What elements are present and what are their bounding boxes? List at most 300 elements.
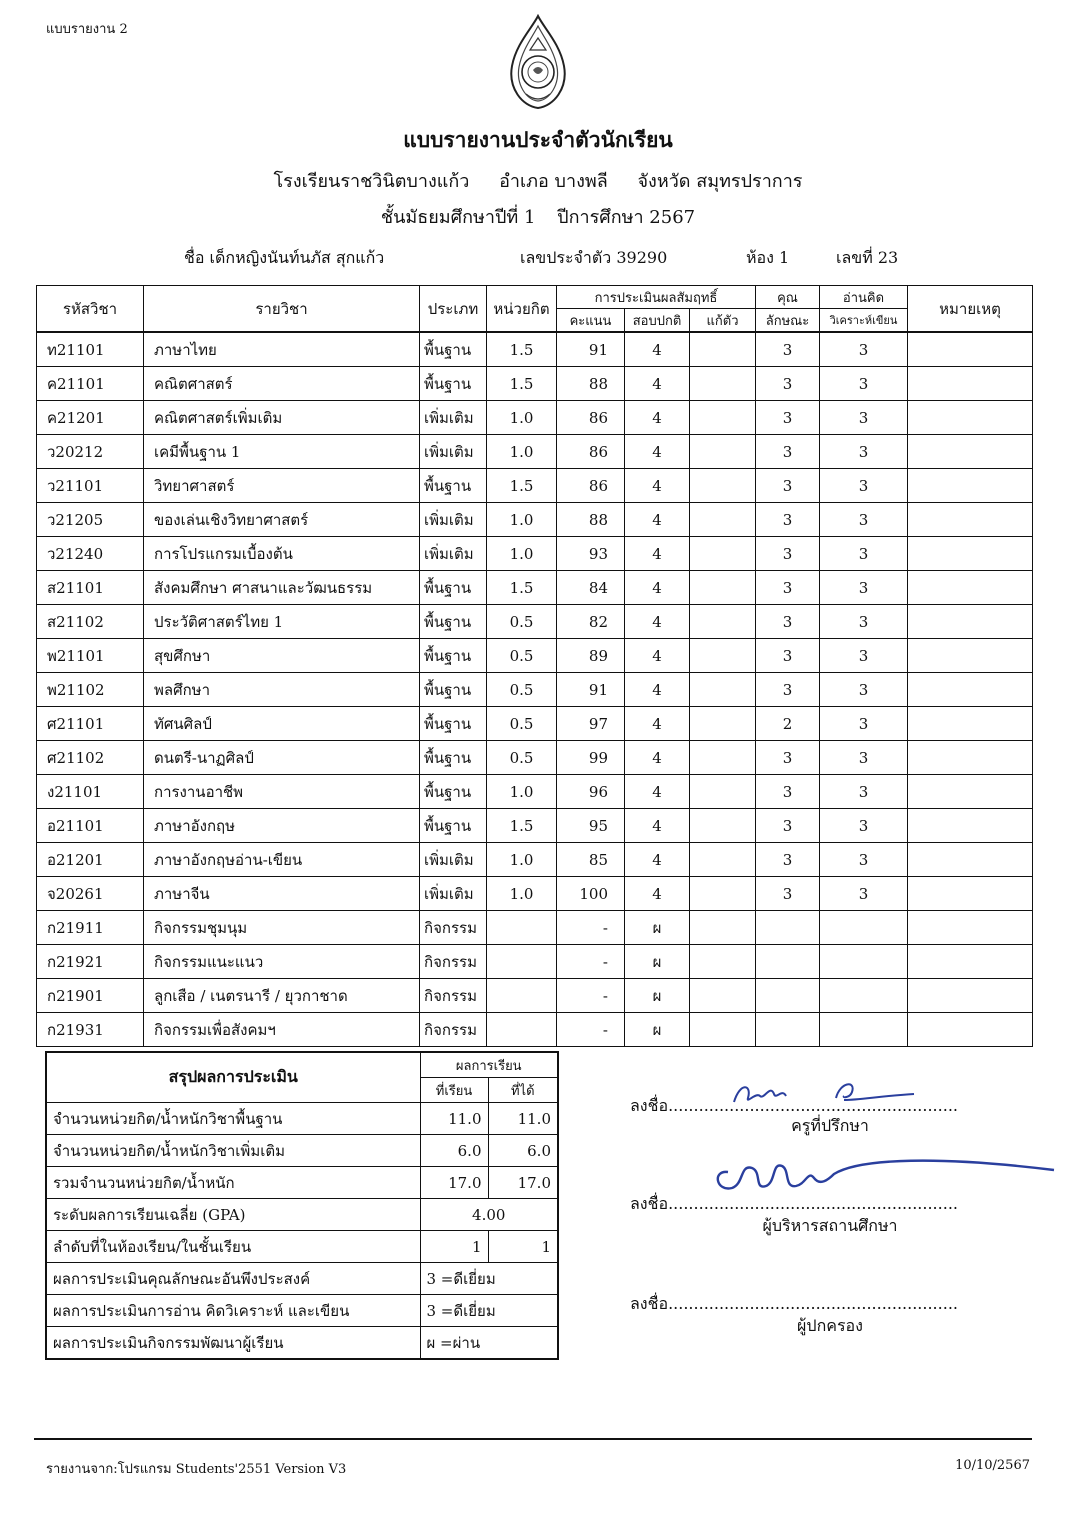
remark-value bbox=[908, 571, 1033, 605]
subject-code: ส21101 bbox=[37, 571, 144, 605]
table-row bbox=[37, 435, 1033, 469]
gpa-value: 4.00 bbox=[420, 1199, 558, 1231]
grade-value: 4 bbox=[625, 571, 690, 605]
signature-role-director: ผู้บริหารสถานศึกษา bbox=[762, 1216, 898, 1235]
subject-type: กิจกรรม bbox=[420, 911, 487, 945]
remark-value bbox=[908, 367, 1033, 401]
footer-source: รายงานจาก:โปรแกรม Students'2551 Version V3 bbox=[46, 1462, 347, 1477]
character-value: 3 bbox=[756, 571, 820, 605]
grades-table bbox=[36, 285, 1033, 1047]
subject-code: ว21205 bbox=[37, 503, 144, 537]
footer-date: 10/10/2567 bbox=[955, 1458, 1030, 1473]
subject-name: พลศึกษา bbox=[144, 673, 420, 707]
character-value: 3 bbox=[756, 741, 820, 775]
retake-value bbox=[690, 673, 756, 707]
table-row bbox=[37, 332, 1033, 367]
character-value: 3 bbox=[756, 843, 820, 877]
reading-value: 3 bbox=[820, 605, 908, 639]
rank-class: 1 bbox=[488, 1231, 558, 1263]
grade-level: ชั้นมัธยมศึกษาปีที่ 1 bbox=[380, 207, 536, 228]
remark-value bbox=[908, 911, 1033, 945]
credit-value: 1.0 bbox=[487, 401, 557, 435]
table-row bbox=[37, 571, 1033, 605]
remark-value bbox=[908, 332, 1033, 367]
subject-name: ของเล่นเชิงวิทยาศาสตร์ bbox=[144, 503, 420, 537]
reading-value: 3 bbox=[820, 367, 908, 401]
grade-value: 4 bbox=[625, 332, 690, 367]
student-number: เลขที่ 23 bbox=[836, 248, 899, 267]
summary-value: 6.0 bbox=[420, 1135, 488, 1167]
subject-type: พื้นฐาน bbox=[420, 571, 487, 605]
subject-code: ว20212 bbox=[37, 435, 144, 469]
grade-value: 4 bbox=[625, 469, 690, 503]
score-value: 86 bbox=[557, 435, 625, 469]
header-code: รหัสวิชา bbox=[37, 286, 144, 333]
retake-value bbox=[690, 401, 756, 435]
reading-value: 3 bbox=[820, 571, 908, 605]
score-value: - bbox=[557, 911, 625, 945]
subject-code: ศ21102 bbox=[37, 741, 144, 775]
grade-value: 4 bbox=[625, 367, 690, 401]
subject-type: เพิ่มเติม bbox=[420, 435, 487, 469]
retake-value bbox=[690, 332, 756, 367]
subject-name: คณิตศาสตร์ bbox=[144, 367, 420, 401]
table-row bbox=[37, 741, 1033, 775]
retake-value bbox=[690, 367, 756, 401]
reading-value: 3 bbox=[820, 469, 908, 503]
remark-value bbox=[908, 877, 1033, 911]
subject-name: กิจกรรมเพื่อสังคมฯ bbox=[144, 1013, 420, 1047]
character-value: 3 bbox=[756, 537, 820, 571]
summary-row-basic bbox=[46, 1103, 558, 1135]
subject-code: ค21101 bbox=[37, 367, 144, 401]
summary-result-header: ผลการเรียน bbox=[420, 1052, 558, 1078]
remark-value bbox=[908, 979, 1033, 1013]
subject-code: ก21931 bbox=[37, 1013, 144, 1047]
grade-value: 4 bbox=[625, 775, 690, 809]
table-row bbox=[37, 775, 1033, 809]
subject-code: พ21101 bbox=[37, 639, 144, 673]
summary-row-extra bbox=[46, 1135, 558, 1167]
grade-value: ผ bbox=[625, 911, 690, 945]
character-value: 3 bbox=[756, 469, 820, 503]
score-value: 86 bbox=[557, 469, 625, 503]
header-subject: รายวิชา bbox=[144, 286, 420, 333]
reading-value: 3 bbox=[820, 401, 908, 435]
subject-code: อ21101 bbox=[37, 809, 144, 843]
subject-name: ทัศนศิลป์ bbox=[144, 707, 420, 741]
reading-value: 3 bbox=[820, 877, 908, 911]
header-score: คะแนน bbox=[557, 309, 625, 333]
remark-value bbox=[908, 843, 1033, 877]
subject-code: ท21101 bbox=[37, 332, 144, 367]
retake-value bbox=[690, 809, 756, 843]
summary-label: จำนวนหน่วยกิต/น้ำหนักวิชาเพิ่มเติม bbox=[46, 1135, 420, 1167]
header-retake: แก้ตัว bbox=[690, 309, 756, 333]
score-value: 97 bbox=[557, 707, 625, 741]
subject-code: ว21101 bbox=[37, 469, 144, 503]
remark-value bbox=[908, 775, 1033, 809]
credit-value: 1.0 bbox=[487, 843, 557, 877]
character-value bbox=[756, 979, 820, 1013]
table-row bbox=[37, 809, 1033, 843]
subject-code: ว21240 bbox=[37, 537, 144, 571]
subject-name: ภาษาจีน bbox=[144, 877, 420, 911]
table-row bbox=[37, 537, 1033, 571]
subject-type: กิจกรรม bbox=[420, 945, 487, 979]
score-value: 89 bbox=[557, 639, 625, 673]
summary-label: ผลการประเมินการอ่าน คิดวิเคราะห์ และเขียน bbox=[46, 1295, 420, 1327]
grade-value: ผ bbox=[625, 945, 690, 979]
subject-name: กิจกรรมชุมนุม bbox=[144, 911, 420, 945]
retake-value bbox=[690, 707, 756, 741]
subject-type: พื้นฐาน bbox=[420, 809, 487, 843]
remark-value bbox=[908, 673, 1033, 707]
reading-value: 3 bbox=[820, 435, 908, 469]
subject-type: พื้นฐาน bbox=[420, 332, 487, 367]
grade-value: 4 bbox=[625, 605, 690, 639]
subject-name: การงานอาชีพ bbox=[144, 775, 420, 809]
table-row bbox=[37, 843, 1033, 877]
header-achievement: การประเมินผลสัมฤทธิ์ bbox=[557, 286, 756, 309]
subject-type: เพิ่มเติม bbox=[420, 843, 487, 877]
table-row bbox=[37, 673, 1033, 707]
subject-name: วิทยาศาสตร์ bbox=[144, 469, 420, 503]
header-character-bottom: ลักษณะ bbox=[756, 309, 820, 333]
credit-value: 0.5 bbox=[487, 741, 557, 775]
credit-value: 1.5 bbox=[487, 367, 557, 401]
subject-type: พื้นฐาน bbox=[420, 673, 487, 707]
summary-value: 11.0 bbox=[420, 1103, 488, 1135]
reading-value bbox=[820, 979, 908, 1013]
subject-type: พื้นฐาน bbox=[420, 741, 487, 775]
grade-value: ผ bbox=[625, 979, 690, 1013]
header-remark: หมายเหตุ bbox=[908, 286, 1033, 333]
score-value: - bbox=[557, 979, 625, 1013]
character-value: 3 bbox=[756, 809, 820, 843]
character-value: 3 bbox=[756, 775, 820, 809]
rank-room: 1 bbox=[420, 1231, 488, 1263]
reading-value: 3 bbox=[820, 503, 908, 537]
remark-value bbox=[908, 741, 1033, 775]
summary-label: ลำดับที่ในห้องเรียน/ในชั้นเรียน bbox=[46, 1231, 420, 1263]
subject-type: พื้นฐาน bbox=[420, 367, 487, 401]
reading-value: 3 bbox=[820, 673, 908, 707]
table-row bbox=[37, 979, 1033, 1013]
activity-result: ผ =ผ่าน bbox=[420, 1327, 558, 1360]
header-reading-top: อ่านคิด bbox=[820, 286, 908, 309]
subject-name: ภาษาอังกฤษอ่าน-เขียน bbox=[144, 843, 420, 877]
remark-value bbox=[908, 605, 1033, 639]
summary-label: จำนวนหน่วยกิต/น้ำหนักวิชาพื้นฐาน bbox=[46, 1103, 420, 1135]
summary-row-gpa bbox=[46, 1199, 558, 1231]
subject-code: อ21201 bbox=[37, 843, 144, 877]
subject-type: พื้นฐาน bbox=[420, 605, 487, 639]
score-value: 91 bbox=[557, 673, 625, 707]
grades-body bbox=[37, 332, 1033, 1047]
signature-line-advisor: ลงชื่อ......................................................... bbox=[630, 1096, 958, 1115]
retake-value bbox=[690, 639, 756, 673]
subject-type: กิจกรรม bbox=[420, 1013, 487, 1047]
retake-value bbox=[690, 877, 756, 911]
header-reading-bottom: วิเคราะห์เขียน bbox=[820, 309, 908, 333]
credit-value: 0.5 bbox=[487, 707, 557, 741]
credit-value: 1.0 bbox=[487, 775, 557, 809]
form-number: แบบรายงาน 2 bbox=[46, 22, 128, 37]
subject-name: การโปรแกรมเบื้องต้น bbox=[144, 537, 420, 571]
grade-value: ผ bbox=[625, 1013, 690, 1047]
grade-value: 4 bbox=[625, 503, 690, 537]
table-row bbox=[37, 877, 1033, 911]
table-row bbox=[37, 367, 1033, 401]
score-value: 95 bbox=[557, 809, 625, 843]
summary-label: รวมจำนวนหน่วยกิต/น้ำหนัก bbox=[46, 1167, 420, 1199]
reading-result: 3 =ดีเยี่ยม bbox=[420, 1295, 558, 1327]
retake-value bbox=[690, 605, 756, 639]
character-value: 3 bbox=[756, 435, 820, 469]
retake-value bbox=[690, 537, 756, 571]
subject-type: พื้นฐาน bbox=[420, 469, 487, 503]
credit-value: 1.5 bbox=[487, 571, 557, 605]
table-row bbox=[37, 503, 1033, 537]
subject-type: เพิ่มเติม bbox=[420, 401, 487, 435]
table-row bbox=[37, 945, 1033, 979]
table-row bbox=[37, 605, 1033, 639]
character-value bbox=[756, 911, 820, 945]
table-row bbox=[37, 1013, 1033, 1047]
score-value: 84 bbox=[557, 571, 625, 605]
summary-value: 11.0 bbox=[488, 1103, 558, 1135]
subject-code: ก21921 bbox=[37, 945, 144, 979]
retake-value bbox=[690, 911, 756, 945]
header-character-top: คุณ bbox=[756, 286, 820, 309]
score-value: 100 bbox=[557, 877, 625, 911]
character-value: 3 bbox=[756, 503, 820, 537]
character-value bbox=[756, 1013, 820, 1047]
summary-table bbox=[45, 1051, 559, 1360]
subject-name: สังคมศึกษา ศาสนาและวัฒนธรรม bbox=[144, 571, 420, 605]
credit-value: 1.0 bbox=[487, 877, 557, 911]
grade-value: 4 bbox=[625, 401, 690, 435]
school-name: โรงเรียนราชวินิตบางแก้ว bbox=[273, 171, 470, 192]
character-value: 3 bbox=[756, 877, 820, 911]
score-value: 93 bbox=[557, 537, 625, 571]
reading-value: 3 bbox=[820, 537, 908, 571]
retake-value bbox=[690, 741, 756, 775]
credit-value bbox=[487, 911, 557, 945]
character-result: 3 =ดีเยี่ยม bbox=[420, 1263, 558, 1295]
summary-label: ผลการประเมินคุณลักษณะอันพึงประสงค์ bbox=[46, 1263, 420, 1295]
signature-role-parent: ผู้ปกครอง bbox=[797, 1316, 863, 1335]
subject-type: พื้นฐาน bbox=[420, 775, 487, 809]
grade-value: 4 bbox=[625, 707, 690, 741]
character-value: 3 bbox=[756, 367, 820, 401]
character-value: 2 bbox=[756, 707, 820, 741]
summary-title: สรุปผลการประเมิน bbox=[46, 1052, 420, 1103]
remark-value bbox=[908, 469, 1033, 503]
credit-value: 1.5 bbox=[487, 469, 557, 503]
score-value: 85 bbox=[557, 843, 625, 877]
remark-value bbox=[908, 809, 1033, 843]
table-row bbox=[37, 639, 1033, 673]
summary-earned-header: ที่ได้ bbox=[488, 1078, 558, 1103]
subject-code: ง21101 bbox=[37, 775, 144, 809]
signature-line-director: ลงชื่อ......................................................... bbox=[630, 1194, 958, 1213]
retake-value bbox=[690, 503, 756, 537]
reading-value: 3 bbox=[820, 741, 908, 775]
score-value: 88 bbox=[557, 367, 625, 401]
character-value: 3 bbox=[756, 332, 820, 367]
academic-year: ปีการศึกษา 2567 bbox=[557, 207, 696, 228]
retake-value bbox=[690, 979, 756, 1013]
credit-value bbox=[487, 979, 557, 1013]
score-value: 96 bbox=[557, 775, 625, 809]
table-row bbox=[37, 401, 1033, 435]
reading-value: 3 bbox=[820, 639, 908, 673]
grade-value: 4 bbox=[625, 809, 690, 843]
remark-value bbox=[908, 945, 1033, 979]
signature-line-parent: ลงชื่อ......................................................... bbox=[630, 1294, 958, 1313]
grade-value: 4 bbox=[625, 435, 690, 469]
retake-value bbox=[690, 775, 756, 809]
subject-code: ศ21101 bbox=[37, 707, 144, 741]
subject-name: ภาษาอังกฤษ bbox=[144, 809, 420, 843]
signature-role-advisor: ครูที่ปรึกษา bbox=[791, 1116, 869, 1135]
reading-value: 3 bbox=[820, 707, 908, 741]
summary-taken-header: ที่เรียน bbox=[420, 1078, 488, 1103]
credit-value: 0.5 bbox=[487, 673, 557, 707]
score-value: 82 bbox=[557, 605, 625, 639]
character-value: 3 bbox=[756, 673, 820, 707]
grade-value: 4 bbox=[625, 537, 690, 571]
subject-name: ดนตรี-นาฏศิลป์ bbox=[144, 741, 420, 775]
retake-value bbox=[690, 469, 756, 503]
student-id: เลขประจำตัว 39290 bbox=[520, 248, 668, 267]
retake-value bbox=[690, 1013, 756, 1047]
summary-row-total bbox=[46, 1167, 558, 1199]
grade-value: 4 bbox=[625, 877, 690, 911]
remark-value bbox=[908, 401, 1033, 435]
student-name: ชื่อ เด็กหญิงนันท์นภัส สุกแก้ว bbox=[184, 248, 385, 267]
retake-value bbox=[690, 843, 756, 877]
reading-value bbox=[820, 911, 908, 945]
remark-value bbox=[908, 707, 1033, 741]
summary-row-activity bbox=[46, 1327, 558, 1360]
header-credit: หน่วยกิต bbox=[487, 286, 557, 333]
character-value: 3 bbox=[756, 605, 820, 639]
reading-value bbox=[820, 1013, 908, 1047]
credit-value bbox=[487, 1013, 557, 1047]
subject-name: ลูกเสือ / เนตรนารี / ยุวกาชาด bbox=[144, 979, 420, 1013]
subject-type: พื้นฐาน bbox=[420, 639, 487, 673]
summary-value: 17.0 bbox=[488, 1167, 558, 1199]
report-title: แบบรายงานประจำตัวนักเรียน bbox=[403, 127, 673, 152]
student-room: ห้อง 1 bbox=[746, 248, 790, 267]
subject-name: คณิตศาสตร์เพิ่มเติม bbox=[144, 401, 420, 435]
school-seal-logo bbox=[502, 14, 574, 110]
school-province: จังหวัด สมุทรปราการ bbox=[637, 171, 803, 192]
score-value: - bbox=[557, 945, 625, 979]
summary-label: ผลการประเมินกิจกรรมพัฒนาผู้เรียน bbox=[46, 1327, 420, 1360]
subject-type: พื้นฐาน bbox=[420, 707, 487, 741]
subject-code: จ20261 bbox=[37, 877, 144, 911]
subject-type: กิจกรรม bbox=[420, 979, 487, 1013]
footer-divider bbox=[34, 1438, 1032, 1440]
table-row bbox=[37, 707, 1033, 741]
subject-name: ภาษาไทย bbox=[144, 332, 420, 367]
reading-value: 3 bbox=[820, 775, 908, 809]
credit-value: 1.5 bbox=[487, 809, 557, 843]
school-district: อำเภอ บางพลี bbox=[499, 171, 608, 192]
table-row bbox=[37, 469, 1033, 503]
credit-value: 1.0 bbox=[487, 537, 557, 571]
score-value: - bbox=[557, 1013, 625, 1047]
summary-row-reading bbox=[46, 1295, 558, 1327]
summary-value: 17.0 bbox=[420, 1167, 488, 1199]
grade-value: 4 bbox=[625, 843, 690, 877]
table-row bbox=[37, 911, 1033, 945]
reading-value: 3 bbox=[820, 332, 908, 367]
subject-name: กิจกรรมแนะแนว bbox=[144, 945, 420, 979]
score-value: 99 bbox=[557, 741, 625, 775]
subject-type: เพิ่มเติม bbox=[420, 503, 487, 537]
remark-value bbox=[908, 537, 1033, 571]
grade-value: 4 bbox=[625, 741, 690, 775]
credit-value bbox=[487, 945, 557, 979]
summary-label: ระดับผลการเรียนเฉลี่ย (GPA) bbox=[46, 1199, 420, 1231]
reading-value bbox=[820, 945, 908, 979]
remark-value bbox=[908, 503, 1033, 537]
remark-value bbox=[908, 1013, 1033, 1047]
subject-code: ก21901 bbox=[37, 979, 144, 1013]
header-type: ประเภท bbox=[420, 286, 487, 333]
subject-type: เพิ่มเติม bbox=[420, 537, 487, 571]
credit-value: 1.0 bbox=[487, 503, 557, 537]
character-value bbox=[756, 945, 820, 979]
retake-value bbox=[690, 435, 756, 469]
score-value: 88 bbox=[557, 503, 625, 537]
subject-code: ก21911 bbox=[37, 911, 144, 945]
credit-value: 1.0 bbox=[487, 435, 557, 469]
subject-code: ค21201 bbox=[37, 401, 144, 435]
grade-value: 4 bbox=[625, 673, 690, 707]
summary-row-character bbox=[46, 1263, 558, 1295]
credit-value: 0.5 bbox=[487, 639, 557, 673]
subject-name: ประวัติศาสตร์ไทย 1 bbox=[144, 605, 420, 639]
subject-type: เพิ่มเติม bbox=[420, 877, 487, 911]
school-line bbox=[0, 166, 1076, 195]
header-normal: สอบปกติ bbox=[625, 309, 690, 333]
reading-value: 3 bbox=[820, 809, 908, 843]
reading-value: 3 bbox=[820, 843, 908, 877]
score-value: 91 bbox=[557, 332, 625, 367]
grade-value: 4 bbox=[625, 639, 690, 673]
subject-name: เคมีพื้นฐาน 1 bbox=[144, 435, 420, 469]
subject-code: พ21102 bbox=[37, 673, 144, 707]
subject-name: สุขศึกษา bbox=[144, 639, 420, 673]
character-value: 3 bbox=[756, 401, 820, 435]
credit-value: 0.5 bbox=[487, 605, 557, 639]
retake-value bbox=[690, 571, 756, 605]
grade-line bbox=[0, 202, 1076, 231]
summary-row-rank bbox=[46, 1231, 558, 1263]
credit-value: 1.5 bbox=[487, 332, 557, 367]
summary-value: 6.0 bbox=[488, 1135, 558, 1167]
subject-code: ส21102 bbox=[37, 605, 144, 639]
remark-value bbox=[908, 435, 1033, 469]
score-value: 86 bbox=[557, 401, 625, 435]
retake-value bbox=[690, 945, 756, 979]
